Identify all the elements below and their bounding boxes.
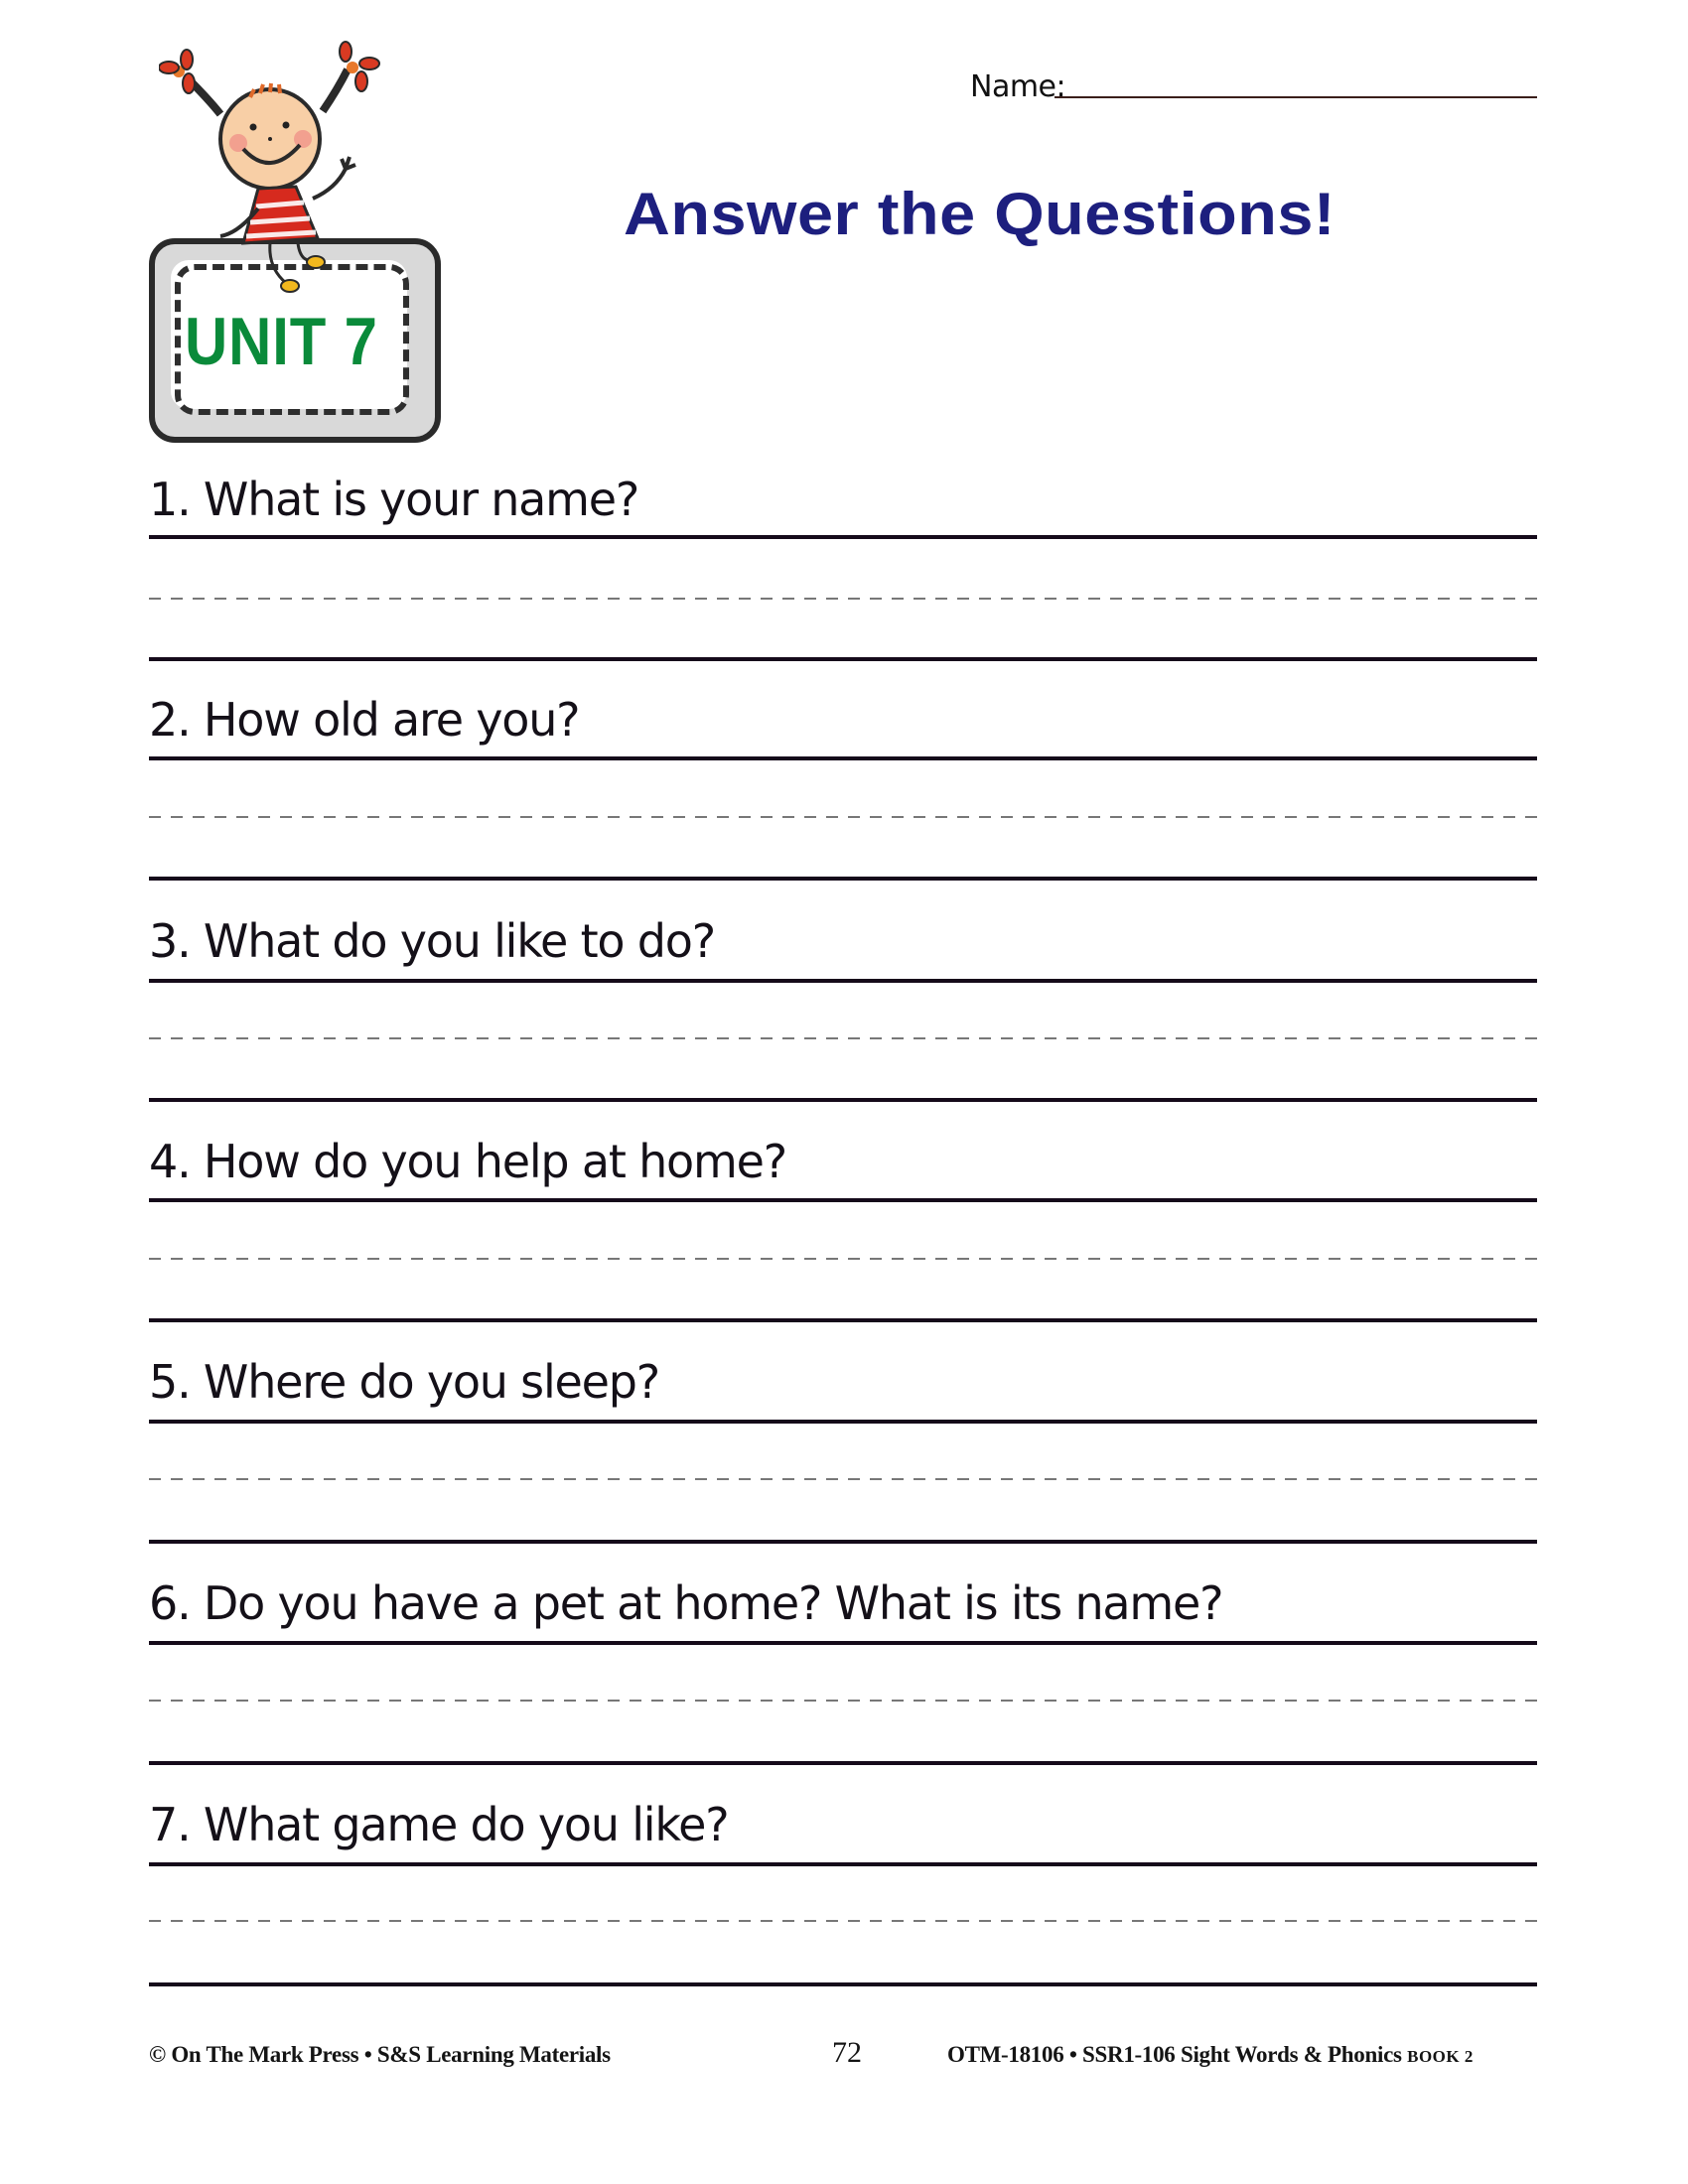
question-underline bbox=[149, 756, 1537, 760]
pigtail-left-icon bbox=[159, 50, 220, 114]
answer-baseline[interactable] bbox=[149, 1098, 1537, 1102]
answer-baseline[interactable] bbox=[149, 1540, 1537, 1544]
question-underline bbox=[149, 1862, 1537, 1866]
question-underline bbox=[149, 979, 1537, 983]
page-number: 72 bbox=[832, 2036, 862, 2069]
answer-midline[interactable] bbox=[149, 816, 1537, 818]
question-text: 7. What game do you like? bbox=[149, 1798, 729, 1851]
question-underline bbox=[149, 535, 1537, 539]
question-block bbox=[149, 1354, 1537, 1553]
question-text: 1. What is your name? bbox=[149, 473, 639, 526]
unit-label: UNIT 7 bbox=[185, 304, 378, 379]
question-block bbox=[149, 692, 1537, 890]
answer-midline[interactable] bbox=[149, 1478, 1537, 1480]
question-block bbox=[149, 913, 1537, 1112]
answer-midline[interactable] bbox=[149, 1700, 1537, 1702]
answer-baseline[interactable] bbox=[149, 1761, 1537, 1765]
question-text: 4. How do you help at home? bbox=[149, 1135, 786, 1188]
question-text: 5. Where do you sleep? bbox=[149, 1355, 659, 1409]
answer-midline[interactable] bbox=[149, 1037, 1537, 1039]
answer-baseline[interactable] bbox=[149, 1318, 1537, 1322]
question-underline bbox=[149, 1198, 1537, 1202]
question-text: 3. What do you like to do? bbox=[149, 914, 715, 968]
answer-baseline[interactable] bbox=[149, 877, 1537, 881]
pigtail-right-icon bbox=[323, 42, 379, 111]
question-block bbox=[149, 472, 1537, 670]
question-block bbox=[149, 1575, 1537, 1774]
question-block bbox=[149, 1134, 1537, 1332]
question-underline bbox=[149, 1420, 1537, 1424]
question-underline bbox=[149, 1641, 1537, 1645]
answer-baseline[interactable] bbox=[149, 657, 1537, 661]
footer-copyright: © On The Mark Press • S&S Learning Materials bbox=[149, 2042, 611, 2067]
footer-product-code bbox=[947, 2041, 1474, 2071]
answer-midline[interactable] bbox=[149, 1920, 1537, 1922]
name-label: Name: bbox=[970, 69, 1066, 104]
question-text: 2. How old are you? bbox=[149, 693, 580, 747]
question-text: 6. Do you have a pet at home? What is its name? bbox=[149, 1576, 1223, 1630]
question-block bbox=[149, 1797, 1537, 1995]
answer-midline[interactable] bbox=[149, 1258, 1537, 1260]
answer-midline[interactable] bbox=[149, 598, 1537, 600]
book-label: BOOK 2 bbox=[1407, 2047, 1474, 2066]
answer-baseline[interactable] bbox=[149, 1982, 1537, 1986]
page-title: Answer the Questions! bbox=[624, 181, 1336, 247]
girl-illustration bbox=[159, 40, 387, 298]
name-input-line[interactable] bbox=[1055, 96, 1537, 98]
product-code-text: OTM-18106 • SSR1-106 Sight Words & Phonics bbox=[947, 2042, 1402, 2067]
